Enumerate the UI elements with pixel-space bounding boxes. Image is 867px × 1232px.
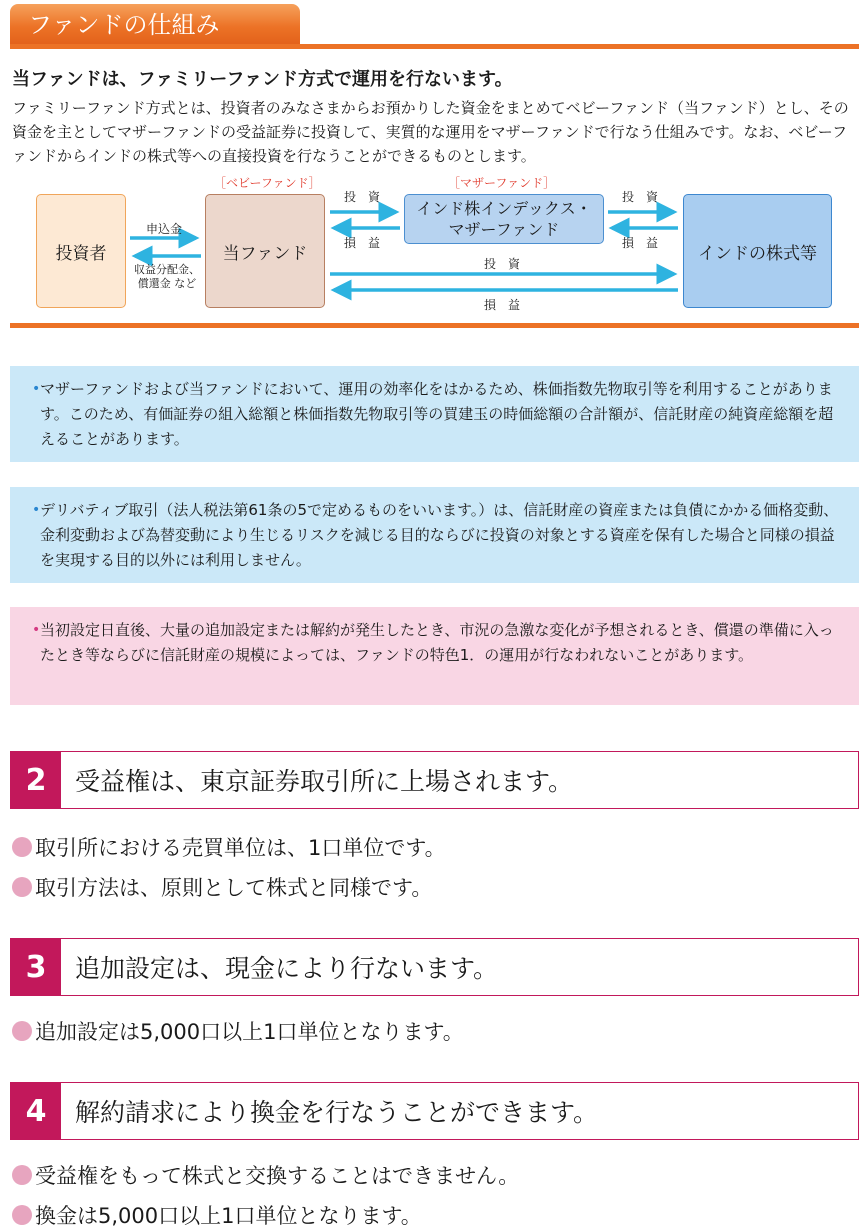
note-futures [10, 366, 859, 462]
mother-fund-box: インド株インデックス・ マザーファンド [404, 194, 604, 244]
label-invest-mother: 投 資 [344, 190, 381, 204]
label-gain-stocks: 損 益 [622, 236, 659, 250]
feature-point: 取引方法は、原則として株式と同様です。 [12, 872, 432, 902]
bullet-dot-icon [12, 837, 32, 857]
label-subscribe: 申込金 [146, 222, 183, 236]
feature-heading-2 [10, 751, 859, 809]
note-text: デリバティブ取引（法人税法第61条の5で定めるものをいいます。）は、信託財産の資産または負債にかかる価格変動、金利変動および為替変動により生じるリスクを減じる目的ならびに投資の対象とする資産を保有した場合と同様の損益を実現する目的以外には利用しません。 [40, 501, 839, 569]
note-bullet: • [32, 622, 41, 638]
feature-title: 解約請求により換金を行なうことができます。 [75, 1098, 599, 1127]
bullet-dot-icon [12, 1205, 32, 1225]
baby-fund-caption: ［ベビーファンド］ [214, 176, 321, 190]
lead-title: 当ファンドは、ファミリーファンド方式で運用を行ないます。 [12, 69, 513, 90]
feature-heading-4 [10, 1082, 859, 1140]
bullet-dot-icon [12, 1021, 32, 1041]
feature-number: 2 [11, 752, 61, 808]
bullet-dot-icon [12, 877, 32, 897]
note-text: マザーファンドおよび当ファンドにおいて、運用の効率化をはかるため、株価指数先物取引等を利用することがあります。このため、有価証券の組入総額と株価指数先物取引等の買建玉の時価総額の合計額が、信託財産の純資産総額を超えることがあります。 [40, 380, 834, 448]
bullet-dot-icon [12, 1165, 32, 1185]
note-text: 当初設定日直後、大量の追加設定または解約が発生したとき、市況の急激な変化が予想されるとき、償還の準備に入ったとき等ならびに信託財産の規模によっては、ファンドの特色1．の運用が行なわれないことがあります。 [40, 621, 834, 664]
feature-point: 受益権をもって株式と交換することはできません。 [12, 1160, 519, 1190]
feature-number: 4 [11, 1083, 61, 1139]
lead-body: ファミリーファンド方式とは、投資者のみなさまからお預かりした資金をまとめてベビーファンド（当ファンド）とし、その資金を主としてマザーファンドの受益証券に投資して、実質的な運用をマザーファンドで行なう仕組みです。なお、ベビーファンドからインドの株式等への直接投資を行なうことができるものとします。 [12, 99, 849, 165]
feature-number: 3 [11, 939, 61, 995]
feature-title: 受益権は、東京証券取引所に上場されます。 [75, 767, 574, 796]
label-invest-stocks: 投 資 [622, 190, 659, 204]
india-stocks-box: インドの株式等 [683, 194, 832, 308]
label-gain-mother: 損 益 [344, 236, 381, 250]
baby-fund-box: 当ファンド [205, 194, 325, 308]
diagram-divider [10, 323, 859, 328]
feature-point: 追加設定は5,000口以上1口単位となります。 [12, 1016, 464, 1046]
label-invest-direct: 投 資 [484, 257, 521, 271]
feature-heading-3 [10, 938, 859, 996]
label-payout: 収益分配金、 償還金 など [134, 263, 200, 290]
note-bullet: • [32, 381, 41, 397]
feature-title: 追加設定は、現金により行ないます。 [75, 954, 499, 983]
feature-point: 換金は5,000口以上1口単位となります。 [12, 1200, 422, 1230]
note-derivatives [10, 487, 859, 583]
feature-point: 取引所における売買単位は、1口単位です。 [12, 832, 446, 862]
note-bullet: • [32, 502, 41, 518]
investor-box: 投資者 [36, 194, 126, 308]
fund-structure-diagram [0, 0, 867, 340]
label-gain-direct: 損 益 [484, 298, 521, 312]
mother-fund-caption: ［マザーファンド］ [448, 176, 556, 190]
note-exceptions [10, 607, 859, 705]
section-title: ファンドの仕組み [10, 4, 300, 46]
